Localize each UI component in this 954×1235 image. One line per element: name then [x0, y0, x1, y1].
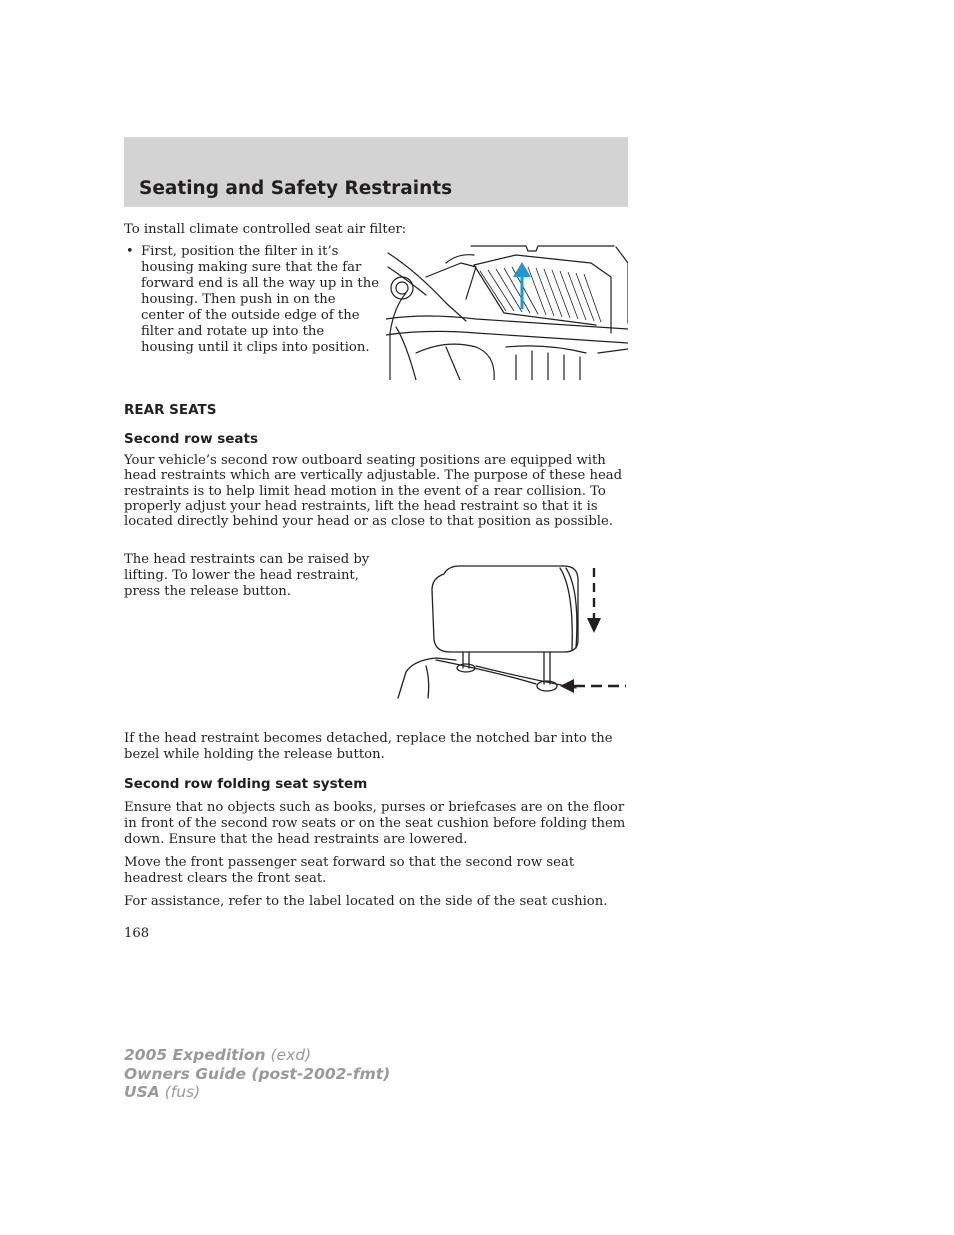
page-number: 168	[124, 926, 150, 941]
paragraph-ensure-no-objects: Ensure that no objects such as books, purses or briefcases are on the floor in front of the second row seats or on the seat cushion before folding them down. Ensure that the head restraints are lowered.	[124, 800, 626, 847]
paragraph-assistance: For assistance, refer to the label located on the side of the seat cushion.	[124, 894, 608, 909]
heading-second-row-folding: Second row folding seat system	[124, 776, 368, 792]
footer-model: 2005 Expedition	[124, 1046, 266, 1064]
footer-model-code: (exd)	[270, 1046, 312, 1064]
section-title: Seating and Safety Restraints	[139, 178, 453, 199]
down-arrow-icon	[587, 568, 601, 633]
section-header-band	[124, 137, 628, 207]
left-arrow-icon	[560, 679, 626, 693]
document-footer	[124, 1046, 390, 1102]
bullet-marker: •	[126, 244, 134, 259]
paragraph-raise-lower: The head restraints can be raised by lifting. To lower the head restraint, press the release button.	[124, 552, 370, 599]
heading-second-row-seats: Second row seats	[124, 431, 259, 447]
bullet-text: First, position the filter in it’s housing making sure that the far forward end is all the way up in the housing. Then push in on the center of the outside edge of the filter and rotate up into the housing until it clips into position.	[141, 244, 380, 355]
paragraph-detached: If the head restraint becomes detached, replace the notched bar into the bezel while holding the release button.	[124, 731, 613, 762]
paragraph-move-front-seat: Move the front passenger seat forward so that the second row seat headrest clears the front seat.	[124, 855, 575, 886]
heading-rear-seats: REAR SEATS	[124, 402, 217, 418]
footer-market-code: (fus)	[164, 1083, 201, 1101]
footer-market: USA	[124, 1083, 160, 1101]
air-filter-illustration	[386, 243, 628, 380]
paragraph-head-restraints: Your vehicle’s second row outboard seating positions are equipped with head restraints which are vertically adjustable. The purpose of these head restraints is to help limit head motion in the event of a rear collision. To properly adjust your head restraints, lift the head restraint so that it is located directly behind your head or as close to that position as possible.	[124, 453, 623, 530]
head-restraint-illustration	[396, 560, 628, 700]
intro-text: To install climate controlled seat air filter:	[124, 222, 407, 237]
footer-guide: Owners Guide (post-2002-fmt)	[124, 1064, 391, 1083]
